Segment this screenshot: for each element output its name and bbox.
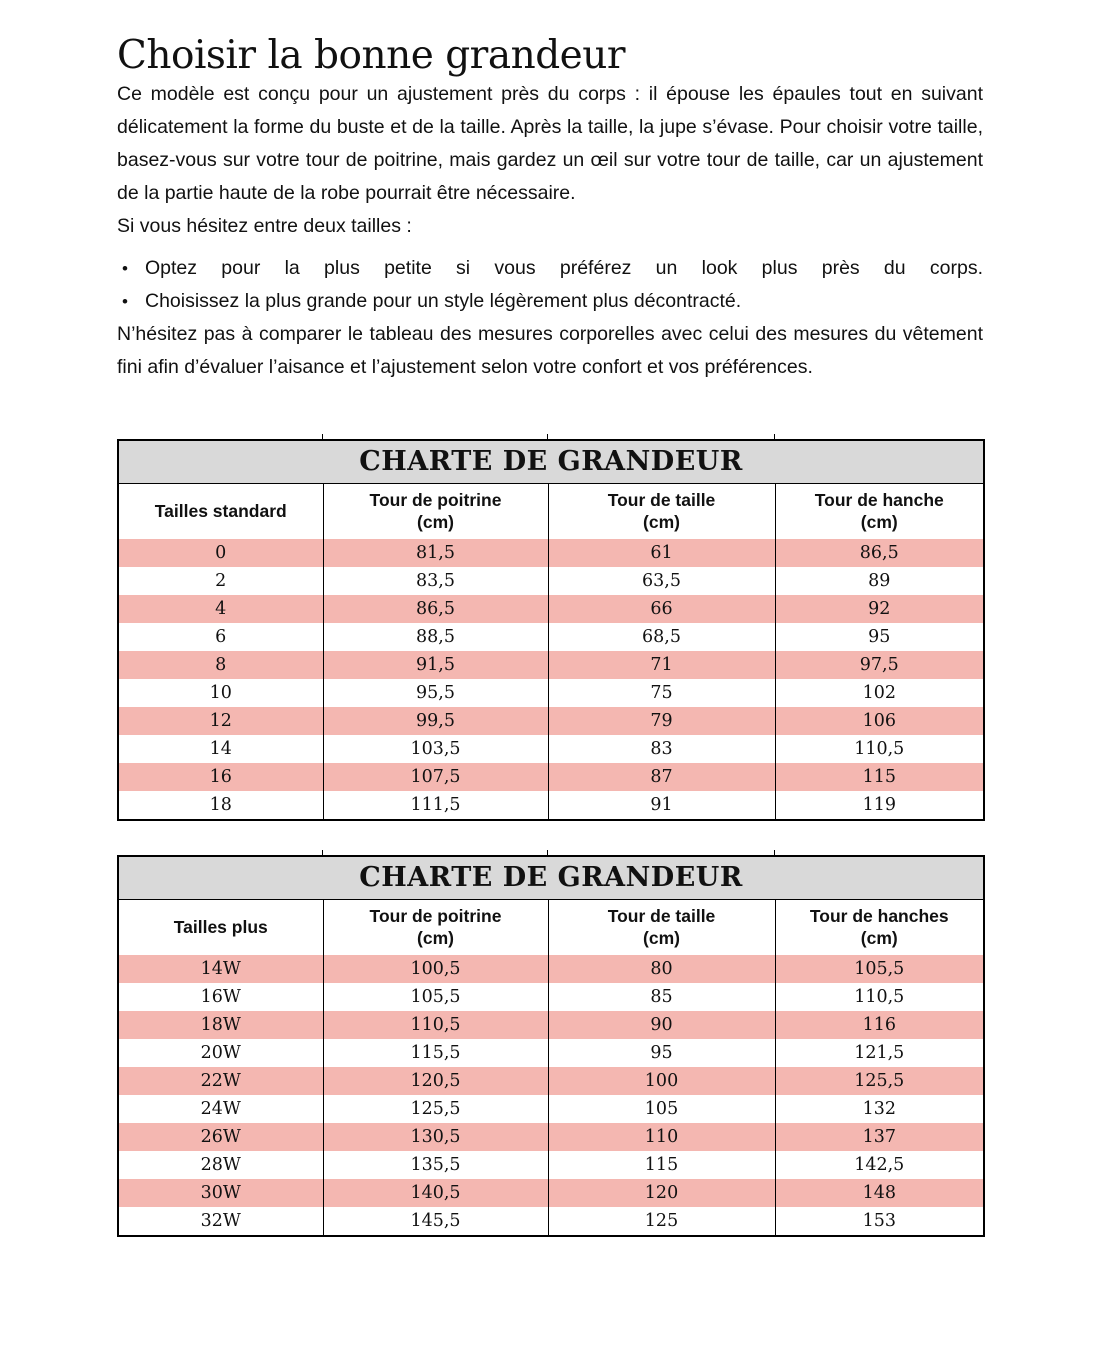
table-cell: 125,5 — [775, 1067, 984, 1095]
conclusion-paragraph: N’hésitez pas à comparer le tableau des mesures corporelles avec celui des mesures du vêtement fini afin d’évaluer l’aisance et l’ajustement selon votre confort et vos préférences. — [117, 323, 983, 378]
column-header-unit: (cm) — [643, 512, 680, 532]
column-header-unit: (cm) — [417, 928, 454, 948]
table-cell: 75 — [548, 679, 775, 707]
table-row — [118, 1179, 984, 1207]
table-row — [118, 983, 984, 1011]
table-cell: 107,5 — [323, 763, 548, 791]
table-cell: 102 — [775, 679, 984, 707]
column-header-label: Tour de hanche — [814, 490, 944, 510]
table-cell: 120 — [548, 1179, 775, 1207]
table-cell: 26W — [200, 1127, 241, 1147]
table-row — [118, 539, 984, 567]
table-row — [118, 567, 984, 595]
table-cell: 145,5 — [323, 1207, 548, 1236]
table-cell: 110,5 — [775, 983, 984, 1011]
size-chart-plus — [117, 855, 985, 1237]
table-cell: 68,5 — [548, 623, 775, 651]
table-cell: 20W — [200, 1043, 241, 1063]
hesitation-paragraph: Si vous hésitez entre deux tailles : — [117, 215, 412, 237]
column-boundary-tick — [547, 850, 548, 855]
column-header-unit: (cm) — [860, 512, 898, 532]
table-title: CHARTE DE GRANDEUR — [118, 856, 984, 900]
column-header-unit: (cm) — [417, 512, 454, 532]
table-cell: 105 — [548, 1095, 775, 1123]
table-cell: 79 — [548, 707, 775, 735]
table-cell: 22W — [200, 1071, 241, 1091]
table-cell: 2 — [215, 571, 227, 591]
table-cell: 111,5 — [323, 791, 548, 820]
table-cell: 132 — [775, 1095, 984, 1123]
table-cell: 95 — [775, 623, 984, 651]
table-cell: 91,5 — [323, 651, 548, 679]
table-cell: 148 — [775, 1179, 984, 1207]
table-cell: 105,5 — [775, 955, 984, 983]
table-cell: 0 — [215, 543, 227, 563]
table-row — [118, 651, 984, 679]
column-header-sizes — [118, 900, 323, 956]
column-header-unit: (cm) — [860, 928, 898, 948]
table-cell: 71 — [548, 651, 775, 679]
table-cell: 87 — [548, 763, 775, 791]
list-item: • Choisissez la plus grande pour un style légèrement plus décontracté. — [117, 285, 983, 318]
table-cell: 115,5 — [323, 1039, 548, 1067]
table-cell: 120,5 — [323, 1067, 548, 1095]
column-header-label: Tour de poitrine — [369, 490, 502, 510]
column-header-hip — [775, 484, 984, 540]
table-cell: 95,5 — [323, 679, 548, 707]
size-chart-plus-wrap — [117, 855, 983, 1237]
column-boundary-tick — [774, 434, 775, 439]
table-cell: 115 — [548, 1151, 775, 1179]
table-cell: 14W — [200, 959, 241, 979]
table-cell: 121,5 — [775, 1039, 984, 1067]
table-cell: 153 — [775, 1207, 984, 1236]
table-cell: 6 — [215, 627, 227, 647]
table-cell: 18W — [200, 1015, 241, 1035]
table-cell: 89 — [775, 567, 984, 595]
table-cell: 115 — [775, 763, 984, 791]
table-cell: 125 — [548, 1207, 775, 1236]
table-cell: 61 — [548, 539, 775, 567]
column-header-unit: (cm) — [643, 928, 680, 948]
size-chart-standard-wrap — [117, 439, 983, 821]
intro-paragraph: Ce modèle est conçu pour un ajustement près du corps : il épouse les épaules tout en suivant délicatement la forme du buste et de la taille. Après la taille, la jupe s’évase. Pour choisir votre taille, basez-vous sur votre tour de poitrine, mais gardez un œil sur votre tour de taille, car un ajustement de la partie haute de la robe pourrait être nécessaire. — [117, 83, 983, 204]
table-row — [118, 707, 984, 735]
table-cell: 125,5 — [323, 1095, 548, 1123]
table-cell: 12 — [209, 711, 232, 731]
table-cell: 110,5 — [775, 735, 984, 763]
table-cell: 10 — [209, 683, 232, 703]
table-cell: 66 — [548, 595, 775, 623]
table-header-row — [118, 484, 984, 540]
column-header-label: Tour de hanches — [809, 906, 949, 926]
table-row — [118, 1123, 984, 1151]
table-cell: 103,5 — [323, 735, 548, 763]
table-cell: 142,5 — [775, 1151, 984, 1179]
table-row — [118, 1067, 984, 1095]
table-cell: 8 — [215, 655, 227, 675]
table-row — [118, 1207, 984, 1236]
column-boundary-tick — [547, 434, 548, 439]
table-cell: 86,5 — [323, 595, 548, 623]
table-cell: 14 — [209, 739, 232, 759]
table-row — [118, 735, 984, 763]
table-row — [118, 763, 984, 791]
table-body — [118, 539, 984, 820]
table-row — [118, 955, 984, 983]
table-cell: 16 — [209, 767, 232, 787]
table-body — [118, 955, 984, 1236]
column-header-bust — [323, 900, 548, 956]
table-cell: 18 — [209, 795, 232, 815]
table-cell: 119 — [775, 791, 984, 820]
table-cell: 30W — [200, 1183, 241, 1203]
table-cell: 97,5 — [775, 651, 984, 679]
table-cell: 63,5 — [548, 567, 775, 595]
table-cell: 99,5 — [323, 707, 548, 735]
column-boundary-tick — [322, 434, 323, 439]
table-row — [118, 679, 984, 707]
table-cell: 24W — [200, 1099, 241, 1119]
page-title: Choisir la bonne grandeur — [117, 33, 626, 78]
table-cell: 110 — [548, 1123, 775, 1151]
table-cell: 92 — [775, 595, 984, 623]
table-title-row — [118, 440, 984, 484]
table-row — [118, 1039, 984, 1067]
column-boundary-tick — [322, 850, 323, 855]
table-title-row — [118, 856, 984, 900]
table-cell: 80 — [548, 955, 775, 983]
column-header-waist — [548, 900, 775, 956]
table-cell: 105,5 — [323, 983, 548, 1011]
table-cell: 28W — [200, 1155, 241, 1175]
table-cell: 4 — [215, 599, 227, 619]
table-row — [118, 623, 984, 651]
table-cell: 16W — [200, 987, 241, 1007]
column-header-label: Tour de taille — [607, 490, 716, 510]
column-header-label: Tour de taille — [607, 906, 716, 926]
table-cell: 137 — [775, 1123, 984, 1151]
table-cell: 110,5 — [323, 1011, 548, 1039]
table-cell: 95 — [548, 1039, 775, 1067]
list-item: • Optez pour la plus petite si vous préférez un look plus près du corps. — [117, 252, 983, 285]
table-cell: 88,5 — [323, 623, 548, 651]
column-header-hip — [775, 900, 984, 956]
table-row — [118, 595, 984, 623]
table-header-row — [118, 900, 984, 956]
table-cell: 81,5 — [323, 539, 548, 567]
table-cell: 85 — [548, 983, 775, 1011]
page-content — [117, 0, 983, 1237]
size-chart-standard — [117, 439, 985, 821]
table-cell: 130,5 — [323, 1123, 548, 1151]
column-header-label: Tailles standard — [154, 501, 287, 521]
column-boundary-tick — [774, 850, 775, 855]
table-cell: 86,5 — [775, 539, 984, 567]
table-cell: 100,5 — [323, 955, 548, 983]
size-option-list — [117, 252, 983, 318]
table-cell: 135,5 — [323, 1151, 548, 1179]
table-cell: 106 — [775, 707, 984, 735]
table-cell: 83 — [548, 735, 775, 763]
column-header-sizes — [118, 484, 323, 540]
table-cell: 83,5 — [323, 567, 548, 595]
column-header-bust — [323, 484, 548, 540]
column-header-label: Tour de poitrine — [369, 906, 502, 926]
table-cell: 100 — [548, 1067, 775, 1095]
table-cell: 90 — [548, 1011, 775, 1039]
table-title: CHARTE DE GRANDEUR — [118, 440, 984, 484]
column-header-label: Tailles plus — [173, 917, 268, 937]
table-cell: 32W — [200, 1211, 241, 1231]
table-row — [118, 1095, 984, 1123]
table-row — [118, 1151, 984, 1179]
table-row — [118, 1011, 984, 1039]
table-cell: 140,5 — [323, 1179, 548, 1207]
table-cell: 116 — [775, 1011, 984, 1039]
table-cell: 91 — [548, 791, 775, 820]
column-header-waist — [548, 484, 775, 540]
table-row — [118, 791, 984, 820]
